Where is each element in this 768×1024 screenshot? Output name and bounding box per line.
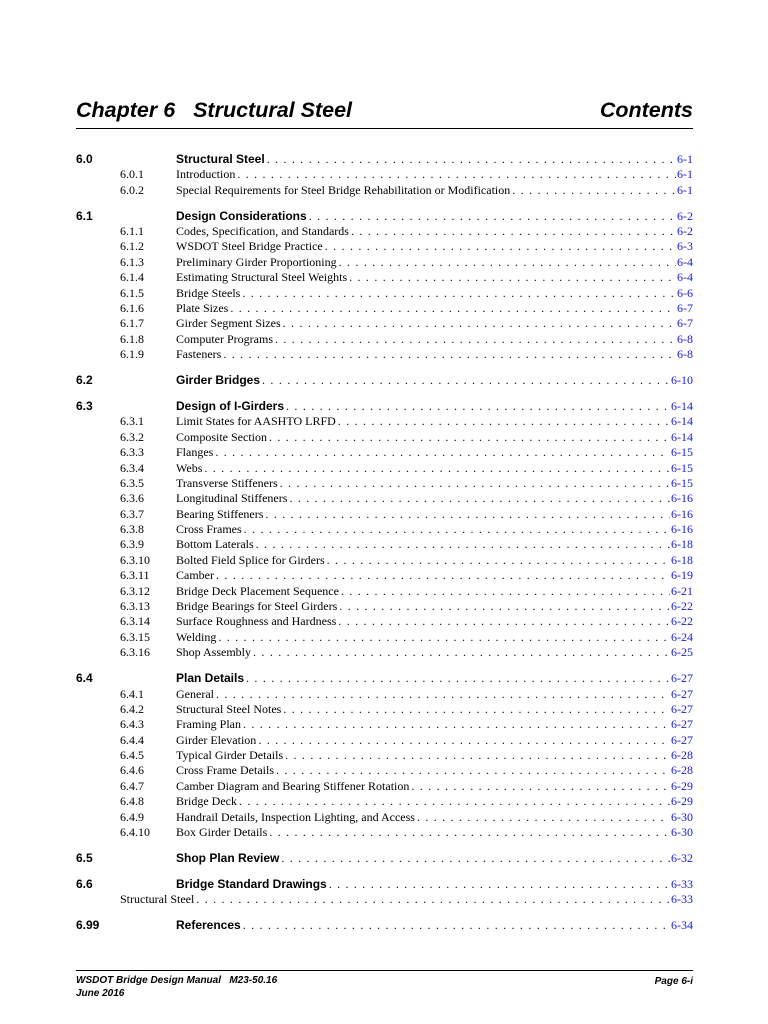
toc-section-entry[interactable] bbox=[76, 152, 693, 167]
toc-subsection-entry[interactable] bbox=[76, 430, 693, 445]
page-link[interactable]: 6-2 bbox=[677, 224, 693, 239]
entry-number: 6.3.8 bbox=[120, 522, 144, 537]
page-link[interactable]: 6-7 bbox=[677, 301, 693, 316]
entry-number: 6.4.3 bbox=[120, 717, 144, 732]
dot-leader bbox=[351, 224, 676, 239]
page-link[interactable]: 6-8 bbox=[677, 331, 693, 346]
toc-subsection-entry[interactable] bbox=[76, 255, 693, 270]
dot-leader bbox=[244, 522, 670, 537]
entry-leader bbox=[176, 270, 693, 285]
entry-number: 6.1.6 bbox=[120, 301, 144, 316]
entry-leader bbox=[176, 167, 693, 182]
page-link[interactable]: 6-28 bbox=[671, 763, 693, 778]
entry-title: Plan Details bbox=[176, 671, 245, 686]
page-link[interactable]: 6-14 bbox=[671, 398, 693, 413]
page-link[interactable]: 6-21 bbox=[671, 583, 693, 598]
entry-leader bbox=[176, 630, 693, 645]
toc-subsection-entry[interactable] bbox=[76, 599, 693, 614]
toc-subsection-entry[interactable] bbox=[76, 763, 693, 778]
page-link[interactable]: 6-14 bbox=[671, 414, 693, 429]
page-link[interactable]: 6-32 bbox=[671, 850, 693, 865]
entry-title: Bearing Stiffeners bbox=[176, 506, 264, 521]
page-link[interactable]: 6-18 bbox=[671, 552, 693, 567]
toc-subsection-entry[interactable] bbox=[76, 332, 693, 347]
entry-number: 6.4.1 bbox=[120, 686, 144, 701]
page-header bbox=[76, 98, 693, 129]
toc-section bbox=[76, 209, 693, 363]
page-link[interactable]: 6-4 bbox=[677, 254, 693, 269]
entry-number: 6.1 bbox=[76, 208, 93, 223]
entry-title: Preliminary Girder Proportioning bbox=[176, 254, 337, 269]
entry-leader bbox=[176, 851, 693, 866]
entry-title: Shop Assembly bbox=[176, 645, 252, 660]
entry-title: Composite Section bbox=[176, 429, 267, 444]
dot-leader bbox=[338, 414, 670, 429]
entry-number: 6.3.16 bbox=[120, 645, 150, 660]
entry-title: Box Girder Details bbox=[176, 825, 268, 840]
entry-leader bbox=[176, 301, 693, 316]
toc-section-entry[interactable] bbox=[76, 399, 693, 414]
entry-number: 6.3.12 bbox=[120, 583, 150, 598]
entry-number: 6.1.4 bbox=[120, 270, 144, 285]
entry-leader bbox=[176, 476, 693, 491]
entry-title: Bottom Laterals bbox=[176, 537, 254, 552]
toc-subsection-entry[interactable] bbox=[76, 687, 693, 702]
toc-subsection-entry[interactable] bbox=[76, 347, 693, 362]
entry-title: Limit States for AASHTO LRFD bbox=[176, 414, 336, 429]
entry-leader bbox=[176, 399, 693, 414]
toc-section-entry[interactable] bbox=[76, 918, 693, 933]
entry-leader bbox=[176, 209, 693, 224]
page-link[interactable]: 6-27 bbox=[671, 671, 693, 686]
entry-leader bbox=[176, 825, 693, 840]
entry-number: 6.3.15 bbox=[120, 629, 150, 644]
page-link[interactable]: 6-15 bbox=[671, 445, 693, 460]
dot-leader bbox=[204, 461, 670, 476]
toc-subsection-entry[interactable] bbox=[76, 476, 693, 491]
toc-section-entry[interactable] bbox=[76, 373, 693, 388]
toc-section bbox=[76, 152, 693, 198]
toc-section-entry[interactable] bbox=[76, 671, 693, 686]
entry-title: References bbox=[176, 918, 241, 933]
page-footer bbox=[76, 970, 693, 1001]
entry-leader bbox=[176, 918, 693, 933]
toc-section-entry[interactable] bbox=[76, 851, 693, 866]
page-link[interactable]: 6-16 bbox=[671, 506, 693, 521]
entry-number: 6.3 bbox=[76, 398, 93, 413]
entry-number: 6.3.4 bbox=[120, 460, 144, 475]
page-link[interactable]: 6-30 bbox=[671, 825, 693, 840]
entry-leader bbox=[176, 373, 693, 388]
toc-subsection-entry[interactable] bbox=[76, 779, 693, 794]
dot-leader bbox=[243, 918, 670, 933]
entry-number: 6.3.5 bbox=[120, 475, 144, 490]
toc-section-entry[interactable] bbox=[76, 209, 693, 224]
entry-number: 6.3.3 bbox=[120, 445, 144, 460]
dot-leader bbox=[196, 892, 670, 907]
page-link[interactable]: 6-16 bbox=[671, 491, 693, 506]
entry-number: 6.3.9 bbox=[120, 537, 144, 552]
dot-leader bbox=[309, 209, 676, 224]
toc-subsection-entry[interactable] bbox=[76, 568, 693, 583]
entry-title: Transverse Stiffeners bbox=[176, 475, 278, 490]
dot-leader bbox=[269, 430, 670, 445]
footer-page-number: Page 6-i bbox=[654, 976, 693, 987]
dot-leader bbox=[349, 270, 676, 285]
entry-title: Special Requirements for Steel Bridge Rehabilitation or Modification bbox=[176, 182, 511, 197]
dot-leader bbox=[243, 717, 670, 732]
toc-subsection-entry[interactable] bbox=[76, 630, 693, 645]
page-link[interactable]: 6-22 bbox=[671, 614, 693, 629]
page-link[interactable]: 6-1 bbox=[677, 152, 693, 166]
entry-leader bbox=[176, 461, 693, 476]
entry-number: 6.3.14 bbox=[120, 614, 150, 629]
entry-leader bbox=[176, 507, 693, 522]
entry-number: 6.3.7 bbox=[120, 506, 144, 521]
entry-title: Fasteners bbox=[176, 347, 222, 362]
dot-leader bbox=[341, 584, 670, 599]
dot-leader bbox=[267, 152, 676, 167]
entry-number: 6.0.1 bbox=[120, 167, 144, 182]
dot-leader bbox=[216, 687, 670, 702]
page-link[interactable]: 6-34 bbox=[671, 918, 693, 933]
dot-leader bbox=[276, 763, 670, 778]
dot-leader bbox=[411, 779, 670, 794]
page-link[interactable]: 6-24 bbox=[671, 629, 693, 644]
entry-number: 6.4.5 bbox=[120, 748, 144, 763]
toc-section bbox=[76, 399, 693, 661]
toc-subsection-entry[interactable] bbox=[76, 733, 693, 748]
entry-title: Cross Frame Details bbox=[176, 763, 274, 778]
toc-section bbox=[76, 877, 693, 908]
dot-leader bbox=[289, 491, 670, 506]
entry-title: Estimating Structural Steel Weights bbox=[176, 270, 348, 285]
page-link[interactable]: 6-8 bbox=[677, 347, 693, 362]
toc-subsection-entry[interactable] bbox=[76, 224, 693, 239]
entry-number: 6.1.8 bbox=[120, 331, 144, 346]
entry-title: Computer Programs bbox=[176, 331, 273, 346]
page-link[interactable]: 6-27 bbox=[671, 686, 693, 701]
entry-leader bbox=[176, 733, 693, 748]
toc-section-entry[interactable] bbox=[76, 877, 693, 892]
page-link[interactable]: 6-6 bbox=[677, 285, 693, 300]
dot-leader bbox=[327, 553, 670, 568]
page-link[interactable]: 6-4 bbox=[677, 270, 693, 285]
dot-leader bbox=[246, 671, 670, 686]
entry-title: General bbox=[176, 686, 214, 701]
page-link[interactable]: 6-27 bbox=[671, 717, 693, 732]
entry-title: Structural Steel bbox=[120, 892, 195, 907]
entry-title: Introduction bbox=[176, 167, 236, 182]
toc-subsection-entry[interactable] bbox=[76, 825, 693, 840]
page-link[interactable]: 6-15 bbox=[671, 475, 693, 490]
entry-number: 6.99 bbox=[76, 918, 100, 933]
page-link[interactable]: 6-27 bbox=[671, 732, 693, 747]
contents-label: Contents bbox=[599, 98, 693, 122]
entry-title: Bridge Deck Placement Sequence bbox=[176, 583, 339, 598]
entry-title: WSDOT Steel Bridge Practice bbox=[176, 239, 323, 254]
entry-number: 6.1.1 bbox=[120, 224, 144, 239]
entry-title: Handrail Details, Inspection Lighting, and Access bbox=[176, 809, 415, 824]
toc-subsection-entry[interactable] bbox=[76, 491, 693, 506]
entry-number: 6.4.2 bbox=[120, 701, 144, 716]
toc-subsection-entry[interactable] bbox=[76, 301, 693, 316]
entry-leader bbox=[176, 763, 693, 778]
entry-title: Design Considerations bbox=[176, 208, 307, 223]
entry-title: Bridge Steels bbox=[176, 285, 241, 300]
page-link[interactable]: 6-10 bbox=[671, 373, 693, 388]
dot-leader bbox=[325, 239, 676, 254]
entry-number: 6.6 bbox=[76, 876, 93, 891]
footer-date: June 2016 bbox=[76, 988, 125, 999]
toc-subsection-entry[interactable] bbox=[76, 445, 693, 460]
entry-number: 6.3.6 bbox=[120, 491, 144, 506]
entry-leader bbox=[176, 645, 693, 660]
page-link[interactable]: 6-28 bbox=[671, 748, 693, 763]
dot-leader bbox=[237, 167, 676, 182]
dot-leader bbox=[417, 810, 670, 825]
entry-number: 6.1.3 bbox=[120, 254, 144, 269]
toc-section bbox=[76, 918, 693, 933]
toc-subsection-entry[interactable] bbox=[76, 748, 693, 763]
entry-title: Structural Steel Notes bbox=[176, 701, 282, 716]
entry-leader bbox=[176, 537, 693, 552]
dot-leader bbox=[512, 183, 676, 198]
entry-title: Cross Frames bbox=[176, 522, 242, 537]
entry-title: Typical Girder Details bbox=[176, 748, 284, 763]
entry-title: Girder Segment Sizes bbox=[176, 316, 281, 331]
entry-number: 6.0 bbox=[76, 152, 93, 166]
dot-leader bbox=[280, 476, 670, 491]
entry-leader bbox=[176, 316, 693, 331]
entry-number: 6.3.10 bbox=[120, 552, 150, 567]
entry-leader bbox=[176, 614, 693, 629]
page-link[interactable]: 6-29 bbox=[671, 794, 693, 809]
page-link[interactable]: 6-1 bbox=[677, 182, 693, 197]
dot-leader bbox=[269, 825, 670, 840]
entry-leader bbox=[176, 599, 693, 614]
entry-leader bbox=[176, 568, 693, 583]
page-link[interactable]: 6-30 bbox=[671, 809, 693, 824]
table-of-contents bbox=[76, 152, 693, 944]
entry-leader bbox=[176, 553, 693, 568]
page-link[interactable]: 6-14 bbox=[671, 429, 693, 444]
entry-title: Codes, Specification, and Standards bbox=[176, 224, 349, 239]
entry-number: 6.4.7 bbox=[120, 778, 144, 793]
toc-subsection-entry[interactable] bbox=[76, 614, 693, 629]
toc-subsection-entry[interactable] bbox=[76, 522, 693, 537]
entry-number: 6.4.4 bbox=[120, 732, 144, 747]
entry-number: 6.0.2 bbox=[120, 182, 144, 197]
entry-number: 6.4.9 bbox=[120, 809, 144, 824]
entry-leader bbox=[176, 183, 693, 198]
entry-title: Bridge Standard Drawings bbox=[176, 876, 327, 891]
entry-leader bbox=[176, 430, 693, 445]
entry-title: Bridge Bearings for Steel Girders bbox=[176, 599, 338, 614]
dot-leader bbox=[338, 614, 670, 629]
page-link[interactable]: 6-29 bbox=[671, 778, 693, 793]
entry-number: 6.3.1 bbox=[120, 414, 144, 429]
page-link[interactable]: 6-15 bbox=[671, 460, 693, 475]
entry-title: Longitudinal Stiffeners bbox=[176, 491, 288, 506]
entry-title: Bolted Field Splice for Girders bbox=[176, 552, 325, 567]
entry-number: 6.4.10 bbox=[120, 825, 150, 840]
toc-subsection-entry[interactable] bbox=[76, 286, 693, 301]
dot-leader bbox=[285, 748, 670, 763]
entry-leader bbox=[176, 255, 693, 270]
toc-subsection-entry[interactable] bbox=[76, 270, 693, 285]
toc-subsection-entry[interactable] bbox=[76, 537, 693, 552]
page-link[interactable]: 6-19 bbox=[671, 568, 693, 583]
entry-leader bbox=[176, 522, 693, 537]
page-link[interactable]: 6-7 bbox=[677, 316, 693, 331]
dot-leader bbox=[242, 286, 676, 301]
entry-leader bbox=[176, 717, 693, 732]
toc-subsection-entry[interactable] bbox=[76, 584, 693, 599]
entry-leader bbox=[176, 671, 693, 686]
dot-leader bbox=[275, 332, 676, 347]
toc-subsection-entry[interactable] bbox=[76, 810, 693, 825]
toc-subsection-entry[interactable] bbox=[76, 507, 693, 522]
entry-title: Structural Steel bbox=[176, 152, 265, 166]
toc-section bbox=[76, 373, 693, 388]
entry-title: Flanges bbox=[176, 445, 214, 460]
entry-leader bbox=[176, 687, 693, 702]
page-link[interactable]: 6-18 bbox=[671, 537, 693, 552]
entry-title: Plate Sizes bbox=[176, 301, 229, 316]
entry-number: 6.4.8 bbox=[120, 794, 144, 809]
entry-leader bbox=[176, 748, 693, 763]
dot-leader bbox=[256, 537, 670, 552]
page-link[interactable]: 6-1 bbox=[677, 167, 693, 182]
toc-subsection-entry[interactable] bbox=[76, 414, 693, 429]
chapter-title: Chapter 6 Structural Steel bbox=[76, 98, 352, 122]
entry-title: Framing Plan bbox=[176, 717, 241, 732]
page-link[interactable]: 6-22 bbox=[671, 599, 693, 614]
entry-leader bbox=[176, 877, 693, 892]
dot-leader bbox=[286, 399, 670, 414]
entry-number: 6.2 bbox=[76, 373, 93, 388]
entry-leader bbox=[176, 152, 693, 167]
dot-leader bbox=[283, 702, 670, 717]
entry-leader bbox=[176, 702, 693, 717]
entry-leader bbox=[176, 332, 693, 347]
entry-leader bbox=[176, 445, 693, 460]
entry-title: Girder Elevation bbox=[176, 732, 257, 747]
entry-number: 6.1.2 bbox=[120, 239, 144, 254]
dot-leader bbox=[265, 507, 670, 522]
entry-number: 6.4.6 bbox=[120, 763, 144, 778]
toc-subsection-entry[interactable] bbox=[76, 553, 693, 568]
entry-leader bbox=[176, 414, 693, 429]
dot-leader bbox=[281, 851, 670, 866]
page-link[interactable]: 6-33 bbox=[671, 876, 693, 891]
toc-subsection-entry[interactable] bbox=[76, 702, 693, 717]
entry-title: Girder Bridges bbox=[176, 373, 261, 388]
toc-subsection-entry[interactable] bbox=[76, 892, 693, 907]
entry-leader bbox=[176, 584, 693, 599]
dot-leader bbox=[329, 877, 670, 892]
entry-title: Design of I-Girders bbox=[176, 398, 285, 413]
entry-number: 6.3.13 bbox=[120, 599, 150, 614]
entry-title: Webs bbox=[176, 460, 203, 475]
entry-number: 6.5 bbox=[76, 850, 93, 865]
toc-subsection-entry[interactable] bbox=[76, 167, 693, 182]
dot-leader bbox=[339, 255, 676, 270]
entry-number: 6.1.9 bbox=[120, 347, 144, 362]
toc-subsection-entry[interactable] bbox=[76, 183, 693, 198]
entry-leader bbox=[176, 347, 693, 362]
dot-leader bbox=[223, 347, 676, 362]
dot-leader bbox=[215, 445, 670, 460]
toc-subsection-entry[interactable] bbox=[76, 794, 693, 809]
entry-title: Welding bbox=[176, 629, 217, 644]
dot-leader bbox=[216, 568, 670, 583]
entry-leader bbox=[176, 810, 693, 825]
page-link[interactable]: 6-3 bbox=[677, 239, 693, 254]
entry-number: 6.1.5 bbox=[120, 285, 144, 300]
entry-number: 6.4 bbox=[76, 671, 93, 686]
entry-title: Camber bbox=[176, 568, 214, 583]
toc-section bbox=[76, 851, 693, 866]
dot-leader bbox=[339, 599, 670, 614]
entry-leader bbox=[176, 779, 693, 794]
dot-leader bbox=[283, 316, 676, 331]
entry-leader bbox=[176, 286, 693, 301]
entry-leader bbox=[120, 892, 693, 907]
page-link[interactable]: 6-27 bbox=[671, 701, 693, 716]
toc-subsection-entry[interactable] bbox=[76, 316, 693, 331]
dot-leader bbox=[218, 630, 670, 645]
page-link[interactable]: 6-33 bbox=[671, 892, 693, 907]
dot-leader bbox=[253, 645, 670, 660]
page-link[interactable]: 6-16 bbox=[671, 522, 693, 537]
dot-leader bbox=[258, 733, 670, 748]
entry-leader bbox=[176, 491, 693, 506]
entry-leader bbox=[176, 794, 693, 809]
entry-title: Bridge Deck bbox=[176, 794, 237, 809]
entry-title: Camber Diagram and Bearing Stiffener Rotation bbox=[176, 778, 410, 793]
toc-subsection-entry[interactable] bbox=[76, 239, 693, 254]
page-link[interactable]: 6-25 bbox=[671, 645, 693, 660]
toc-subsection-entry[interactable] bbox=[76, 717, 693, 732]
dot-leader bbox=[239, 794, 670, 809]
entry-title: Surface Roughness and Hardness bbox=[176, 614, 337, 629]
toc-section bbox=[76, 671, 693, 840]
toc-subsection-entry[interactable] bbox=[76, 461, 693, 476]
toc-subsection-entry[interactable] bbox=[76, 645, 693, 660]
entry-number: 6.3.2 bbox=[120, 429, 144, 444]
entry-leader bbox=[176, 224, 693, 239]
entry-leader bbox=[176, 239, 693, 254]
entry-number: 6.3.11 bbox=[120, 568, 150, 583]
footer-manual-title: WSDOT Bridge Design Manual M23-50.16 bbox=[76, 975, 278, 986]
page-link[interactable]: 6-2 bbox=[677, 208, 693, 223]
entry-number: 6.1.7 bbox=[120, 316, 144, 331]
dot-leader bbox=[262, 373, 670, 388]
dot-leader bbox=[230, 301, 676, 316]
entry-title: Shop Plan Review bbox=[176, 850, 280, 865]
